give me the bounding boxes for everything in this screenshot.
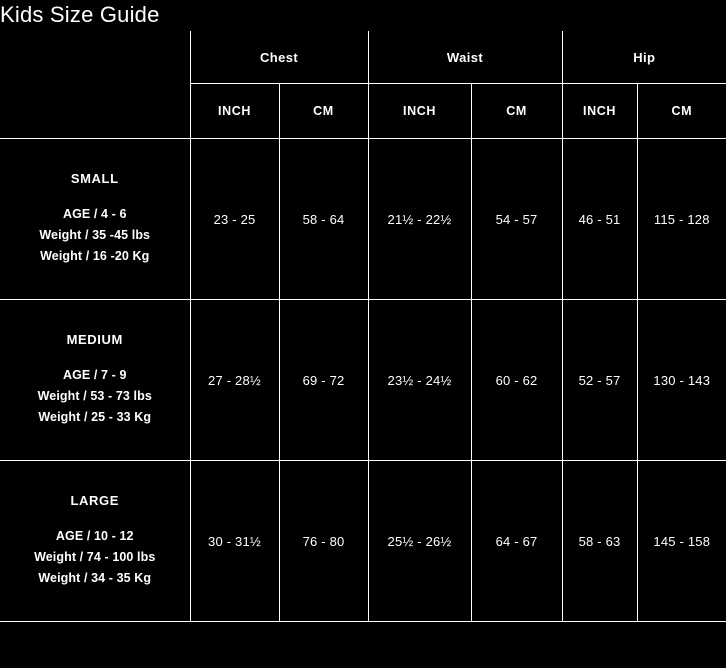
unit-header-hip-cm: CM (637, 84, 726, 139)
size-age-medium: AGE / 7 - 9 (62, 368, 127, 382)
cell-small-waist-inch: 21½ - 22½ (368, 139, 471, 300)
group-header-chest: Chest (190, 31, 368, 84)
unit-header-chest-inch: INCH (190, 84, 279, 139)
corner-spacer-2 (0, 84, 190, 139)
cell-large-hip-inch: 58 - 63 (562, 461, 637, 622)
cell-small-chest-cm: 58 - 64 (279, 139, 368, 300)
table-row (0, 300, 726, 461)
size-age-large: AGE / 10 - 12 (55, 529, 134, 543)
cell-medium-waist-cm: 60 - 62 (471, 300, 562, 461)
group-header-hip: Hip (562, 31, 726, 84)
unit-header-waist-cm: CM (471, 84, 562, 139)
size-age-small: AGE / 4 - 6 (62, 207, 127, 221)
size-weight-kg-medium: Weight / 25 - 33 Kg (38, 410, 152, 424)
corner-spacer (0, 31, 190, 84)
cell-large-waist-inch: 25½ - 26½ (368, 461, 471, 622)
group-header-waist: Waist (368, 31, 562, 84)
cell-small-hip-inch: 46 - 51 (562, 139, 637, 300)
size-info-small (0, 139, 190, 300)
cell-medium-chest-inch: 27 - 28½ (190, 300, 279, 461)
table-row (0, 461, 726, 622)
size-name-medium: MEDIUM (66, 332, 123, 347)
cell-small-waist-cm: 54 - 57 (471, 139, 562, 300)
size-guide-table (0, 31, 726, 622)
cell-large-chest-inch: 30 - 31½ (190, 461, 279, 622)
table-group-header-row (0, 31, 726, 84)
cell-medium-chest-cm: 69 - 72 (279, 300, 368, 461)
cell-large-chest-cm: 76 - 80 (279, 461, 368, 622)
unit-header-waist-inch: INCH (368, 84, 471, 139)
cell-small-chest-inch: 23 - 25 (190, 139, 279, 300)
cell-large-waist-cm: 64 - 67 (471, 461, 562, 622)
size-name-small: SMALL (70, 171, 119, 186)
size-info-large (0, 461, 190, 622)
cell-large-hip-cm: 145 - 158 (637, 461, 726, 622)
unit-header-hip-inch: INCH (562, 84, 637, 139)
size-weight-lbs-medium: Weight / 53 - 73 lbs (37, 389, 152, 403)
unit-header-chest-cm: CM (279, 84, 368, 139)
table-unit-header-row (0, 84, 726, 139)
size-weight-kg-small: Weight / 16 -20 Kg (40, 249, 150, 263)
page-title: Kids Size Guide (0, 2, 160, 27)
size-weight-kg-large: Weight / 34 - 35 Kg (38, 571, 152, 585)
size-weight-lbs-large: Weight / 74 - 100 lbs (34, 550, 156, 564)
cell-small-hip-cm: 115 - 128 (637, 139, 726, 300)
cell-medium-waist-inch: 23½ - 24½ (368, 300, 471, 461)
cell-medium-hip-inch: 52 - 57 (562, 300, 637, 461)
size-weight-lbs-small: Weight / 35 -45 lbs (39, 228, 151, 242)
size-info-medium (0, 300, 190, 461)
table-row (0, 139, 726, 300)
size-name-large: LARGE (70, 493, 119, 508)
cell-medium-hip-cm: 130 - 143 (637, 300, 726, 461)
